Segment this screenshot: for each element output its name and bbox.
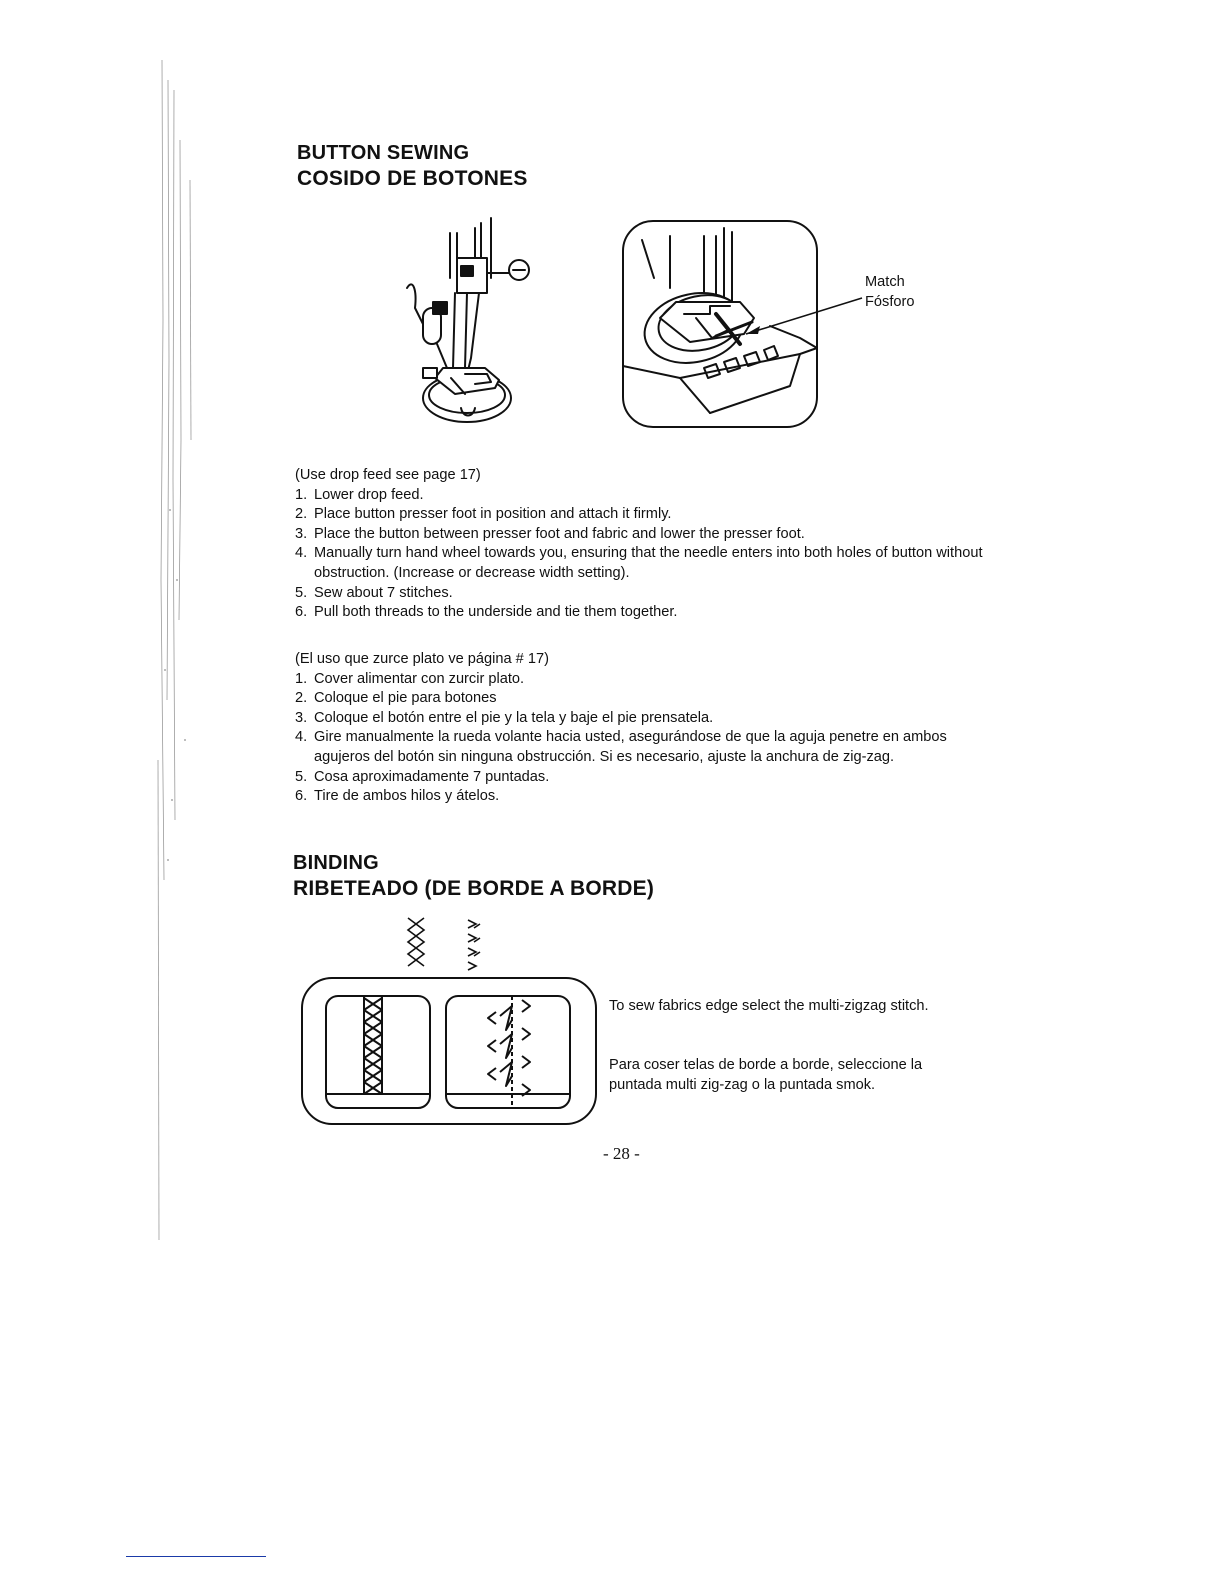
callout-label-match: Match: [865, 274, 905, 290]
scan-edge-artifact: [150, 60, 220, 1240]
binding-stitch-samples-icon: [300, 976, 598, 1126]
list-item: 2. Place button presser foot in position and attach it firmly.: [295, 506, 672, 523]
list-item: 6. Pull both threads to the underside and tie them together.: [295, 604, 678, 621]
list-item: 2. Coloque el pie para botones: [295, 690, 497, 707]
callout-label-fosforo: Fósforo: [865, 294, 915, 310]
list-item: 5. Sew about 7 stitches.: [295, 584, 453, 601]
instructions-english: [295, 466, 985, 623]
list-item: 6. Tire de ambos hilos y átelos.: [295, 788, 500, 805]
instructions-intro: (Use drop feed see page 17): [295, 467, 481, 483]
list-item: 1. Lower drop feed.: [295, 486, 424, 503]
section-title-binding: BINDING: [293, 852, 379, 874]
stitch-symbols-icon: [404, 914, 494, 970]
bottom-rule: [126, 1556, 266, 1557]
instructions-list: [295, 670, 985, 807]
list-item: 4. Manually turn hand wheel towards you, ensuring that the needle enters into both holes of button without obstruction. (Increase or decrease width setting).: [295, 545, 983, 581]
section-title-button-sewing: BUTTON SEWING: [297, 142, 470, 164]
list-item: 1. Cover alimentar con zurcir plato.: [295, 670, 525, 687]
page-number: - 28 -: [603, 1144, 640, 1163]
binding-text-spanish: Para coser telas de borde a borde, seleccione la puntada multi zig-zag o la puntada smok.: [609, 1057, 923, 1093]
binding-text-english: To sew fabrics edge select the multi-zigzag stitch.: [609, 998, 929, 1014]
section-title-cosido-de-botones: COSIDO DE BOTONES: [297, 167, 528, 190]
presser-foot-with-button-icon: [395, 218, 545, 428]
list-item: 4. Gire manualmente la rueda volante hacia usted, asegurándose de que la aguja penetre en ambos agujeros del botón sin ninguna obstrucción. Si es necesario, ajuste la anchura de zig-zag.: [295, 729, 947, 765]
list-item: 3. Coloque el botón entre el pie y la tela y baje el pie prensatela.: [295, 709, 714, 726]
instructions-spanish: [295, 650, 985, 807]
callout-line: [738, 292, 866, 342]
list-item: 3. Place the button between presser foot and fabric and lower the presser foot.: [295, 525, 805, 542]
section-title-ribeteado: RIBETEADO (DE BORDE A BORDE): [293, 877, 655, 900]
instructions-list: [295, 486, 985, 623]
list-item: 5. Cosa aproximadamente 7 puntadas.: [295, 768, 550, 785]
instructions-intro: (El uso que zurce plato ve página # 17): [295, 651, 549, 667]
